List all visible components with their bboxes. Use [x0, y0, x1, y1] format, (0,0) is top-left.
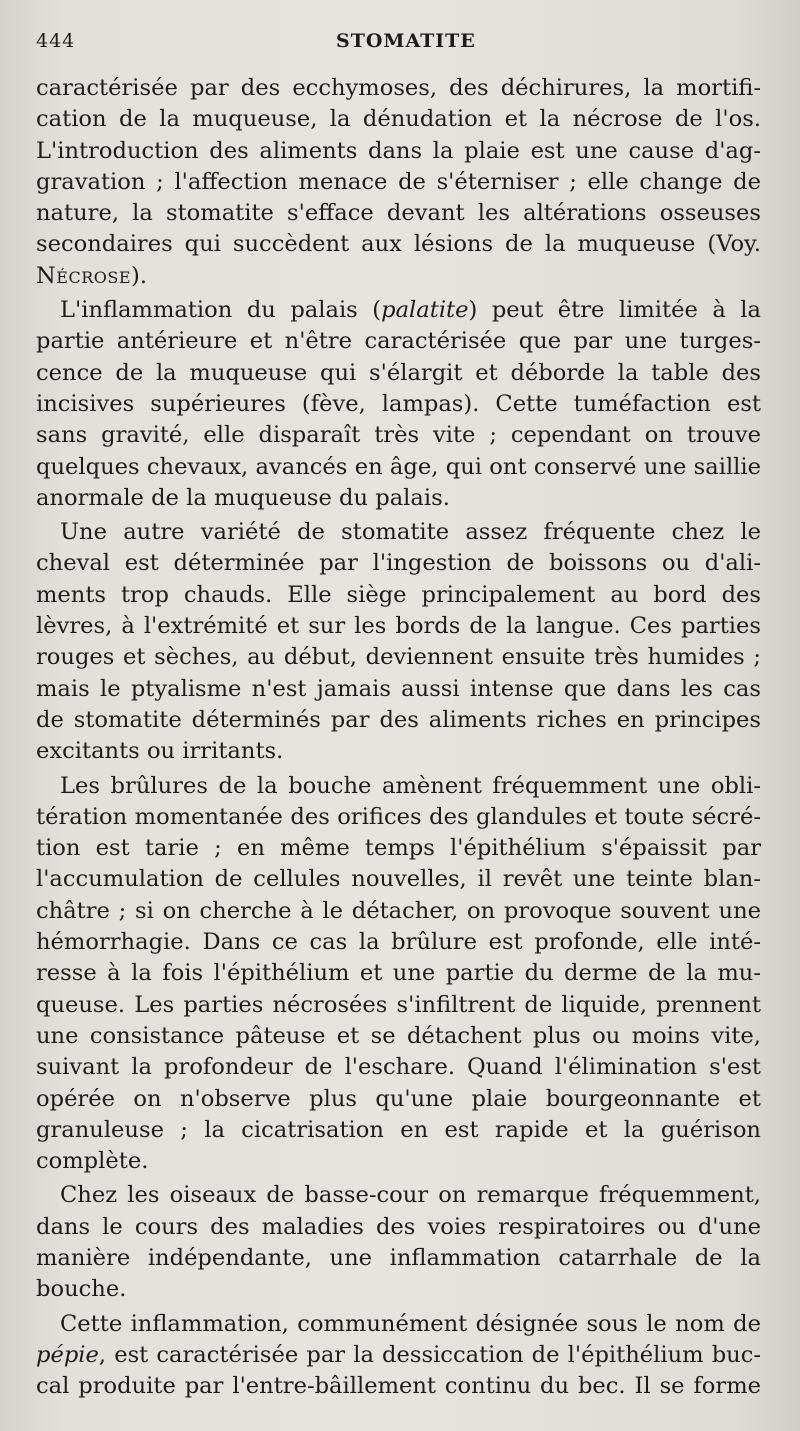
text-line: manière indépendante, une inflammation catarrhale de la: [36, 1244, 761, 1271]
text-line: tion est tarie ; en même temps l'épithélium s'épaissit par: [36, 835, 761, 862]
text-line: cation de la muqueuse, la dénudation et la nécrose de l'os.: [36, 106, 761, 133]
text-fragment: L'inflammation du palais (: [60, 297, 382, 324]
text-line: incisives supérieures (fève, lampas). Cette tuméfaction est: [36, 390, 761, 417]
text-fragment: ).: [131, 262, 147, 289]
text-fragment: , est caractérisée par la dessiccation de l'épithélium buc-: [98, 1341, 761, 1368]
text-line: cheval est déterminée par l'ingestion de boissons ou d'ali-: [36, 550, 761, 577]
text-line: Cette inflammation, communément désignée sous le nom de: [60, 1310, 761, 1337]
text-line: opérée on n'observe plus qu'une plaie bourgeonnante et: [36, 1085, 761, 1112]
running-head: STOMATITE: [336, 30, 476, 52]
text-line: granuleuse ; la cicatrisation en est rapide et la guérison: [36, 1116, 761, 1143]
text-line: mais le ptyalisme n'est jamais aussi intense que dans les cas: [36, 675, 761, 702]
paragraph: [36, 295, 761, 514]
text-line: gravation ; l'affection menace de s'éterniser ; elle change de: [36, 168, 761, 195]
text-line: [36, 261, 761, 292]
text-line: Chez les oiseaux de basse-cour on remarque fréquemment,: [60, 1182, 761, 1209]
text-line: excitants ou irritants.: [36, 738, 284, 765]
text-line: [36, 295, 761, 326]
italic-term: palatite: [381, 297, 469, 324]
text-line: [36, 1340, 761, 1371]
text-line: dans le cours des maladies des voies respiratoires ou d'une: [36, 1213, 761, 1240]
paragraph: [36, 771, 761, 1178]
text-line: châtre ; si on cherche à le détacher, on provoque souvent une: [36, 897, 761, 924]
text-line: suivant la profondeur de l'eschare. Quand l'élimination s'est: [36, 1054, 761, 1081]
text-line: l'accumulation de cellules nouvelles, il revêt une teinte blan-: [36, 866, 761, 893]
text-line: cal produite par l'entre-bâillement continu du bec. Il se forme: [36, 1373, 761, 1400]
text-line: cence de la muqueuse qui s'élargit et déborde la table des: [36, 359, 761, 386]
page-header: [36, 30, 764, 60]
text-line: caractérisée par des ecchymoses, des déchirures, la mortifi-: [36, 75, 761, 101]
text-line: rouges et sèches, au début, deviennent ensuite très humides ;: [36, 644, 761, 671]
text-line: bouche.: [36, 1276, 127, 1303]
text-line: resse à la fois l'épithélium et une partie du derme de la mu-: [36, 960, 761, 987]
text-line: sans gravité, elle disparaît très vite ; cependant on trouve: [36, 422, 761, 449]
text-line: nature, la stomatite s'efface devant les altérations osseuses: [36, 200, 761, 227]
text-line: anormale de la muqueuse du palais.: [36, 484, 450, 511]
page-number: 444: [36, 30, 76, 52]
text-line: Une autre variété de stomatite assez fréquente chez le: [60, 519, 761, 546]
paragraph: [36, 517, 761, 767]
text-line: complète.: [36, 1148, 149, 1175]
text-fragment: ) peut être limitée à la: [468, 297, 762, 324]
paragraph: [36, 1309, 761, 1403]
paragraph: [36, 73, 761, 292]
body-text: [36, 73, 761, 1402]
text-line: lèvres, à l'extrémité et sur les bords de la langue. Ces parties: [36, 613, 761, 640]
text-line: partie antérieure et n'être caractérisée que par une turges-: [36, 328, 761, 355]
paragraph: [36, 1180, 761, 1305]
text-line: Les brûlures de la bouche amènent fréquemment une obli-: [60, 772, 761, 799]
text-line: secondaires qui succèdent aux lésions de la muqueuse (Voy.: [36, 231, 761, 258]
text-line: queuse. Les parties nécrosées s'infiltrent de liquide, prennent: [36, 991, 761, 1018]
italic-term: pépie: [36, 1341, 99, 1368]
text-line: L'introduction des aliments dans la plaie est une cause d'ag-: [36, 137, 761, 164]
cross-reference: Nécrose: [36, 262, 131, 289]
text-line: quelques chevaux, avancés en âge, qui ont conservé une saillie: [36, 453, 761, 480]
text-line: tération momentanée des orifices des glandules et toute sécré-: [36, 803, 761, 830]
text-line: une consistance pâteuse et se détachent plus ou moins vite,: [36, 1022, 761, 1049]
text-line: ments trop chauds. Elle siège principalement au bord des: [36, 581, 761, 608]
text-line: de stomatite déterminés par des aliments riches en principes: [36, 706, 761, 733]
text-line: hémorrhagie. Dans ce cas la brûlure est profonde, elle inté-: [36, 929, 761, 956]
